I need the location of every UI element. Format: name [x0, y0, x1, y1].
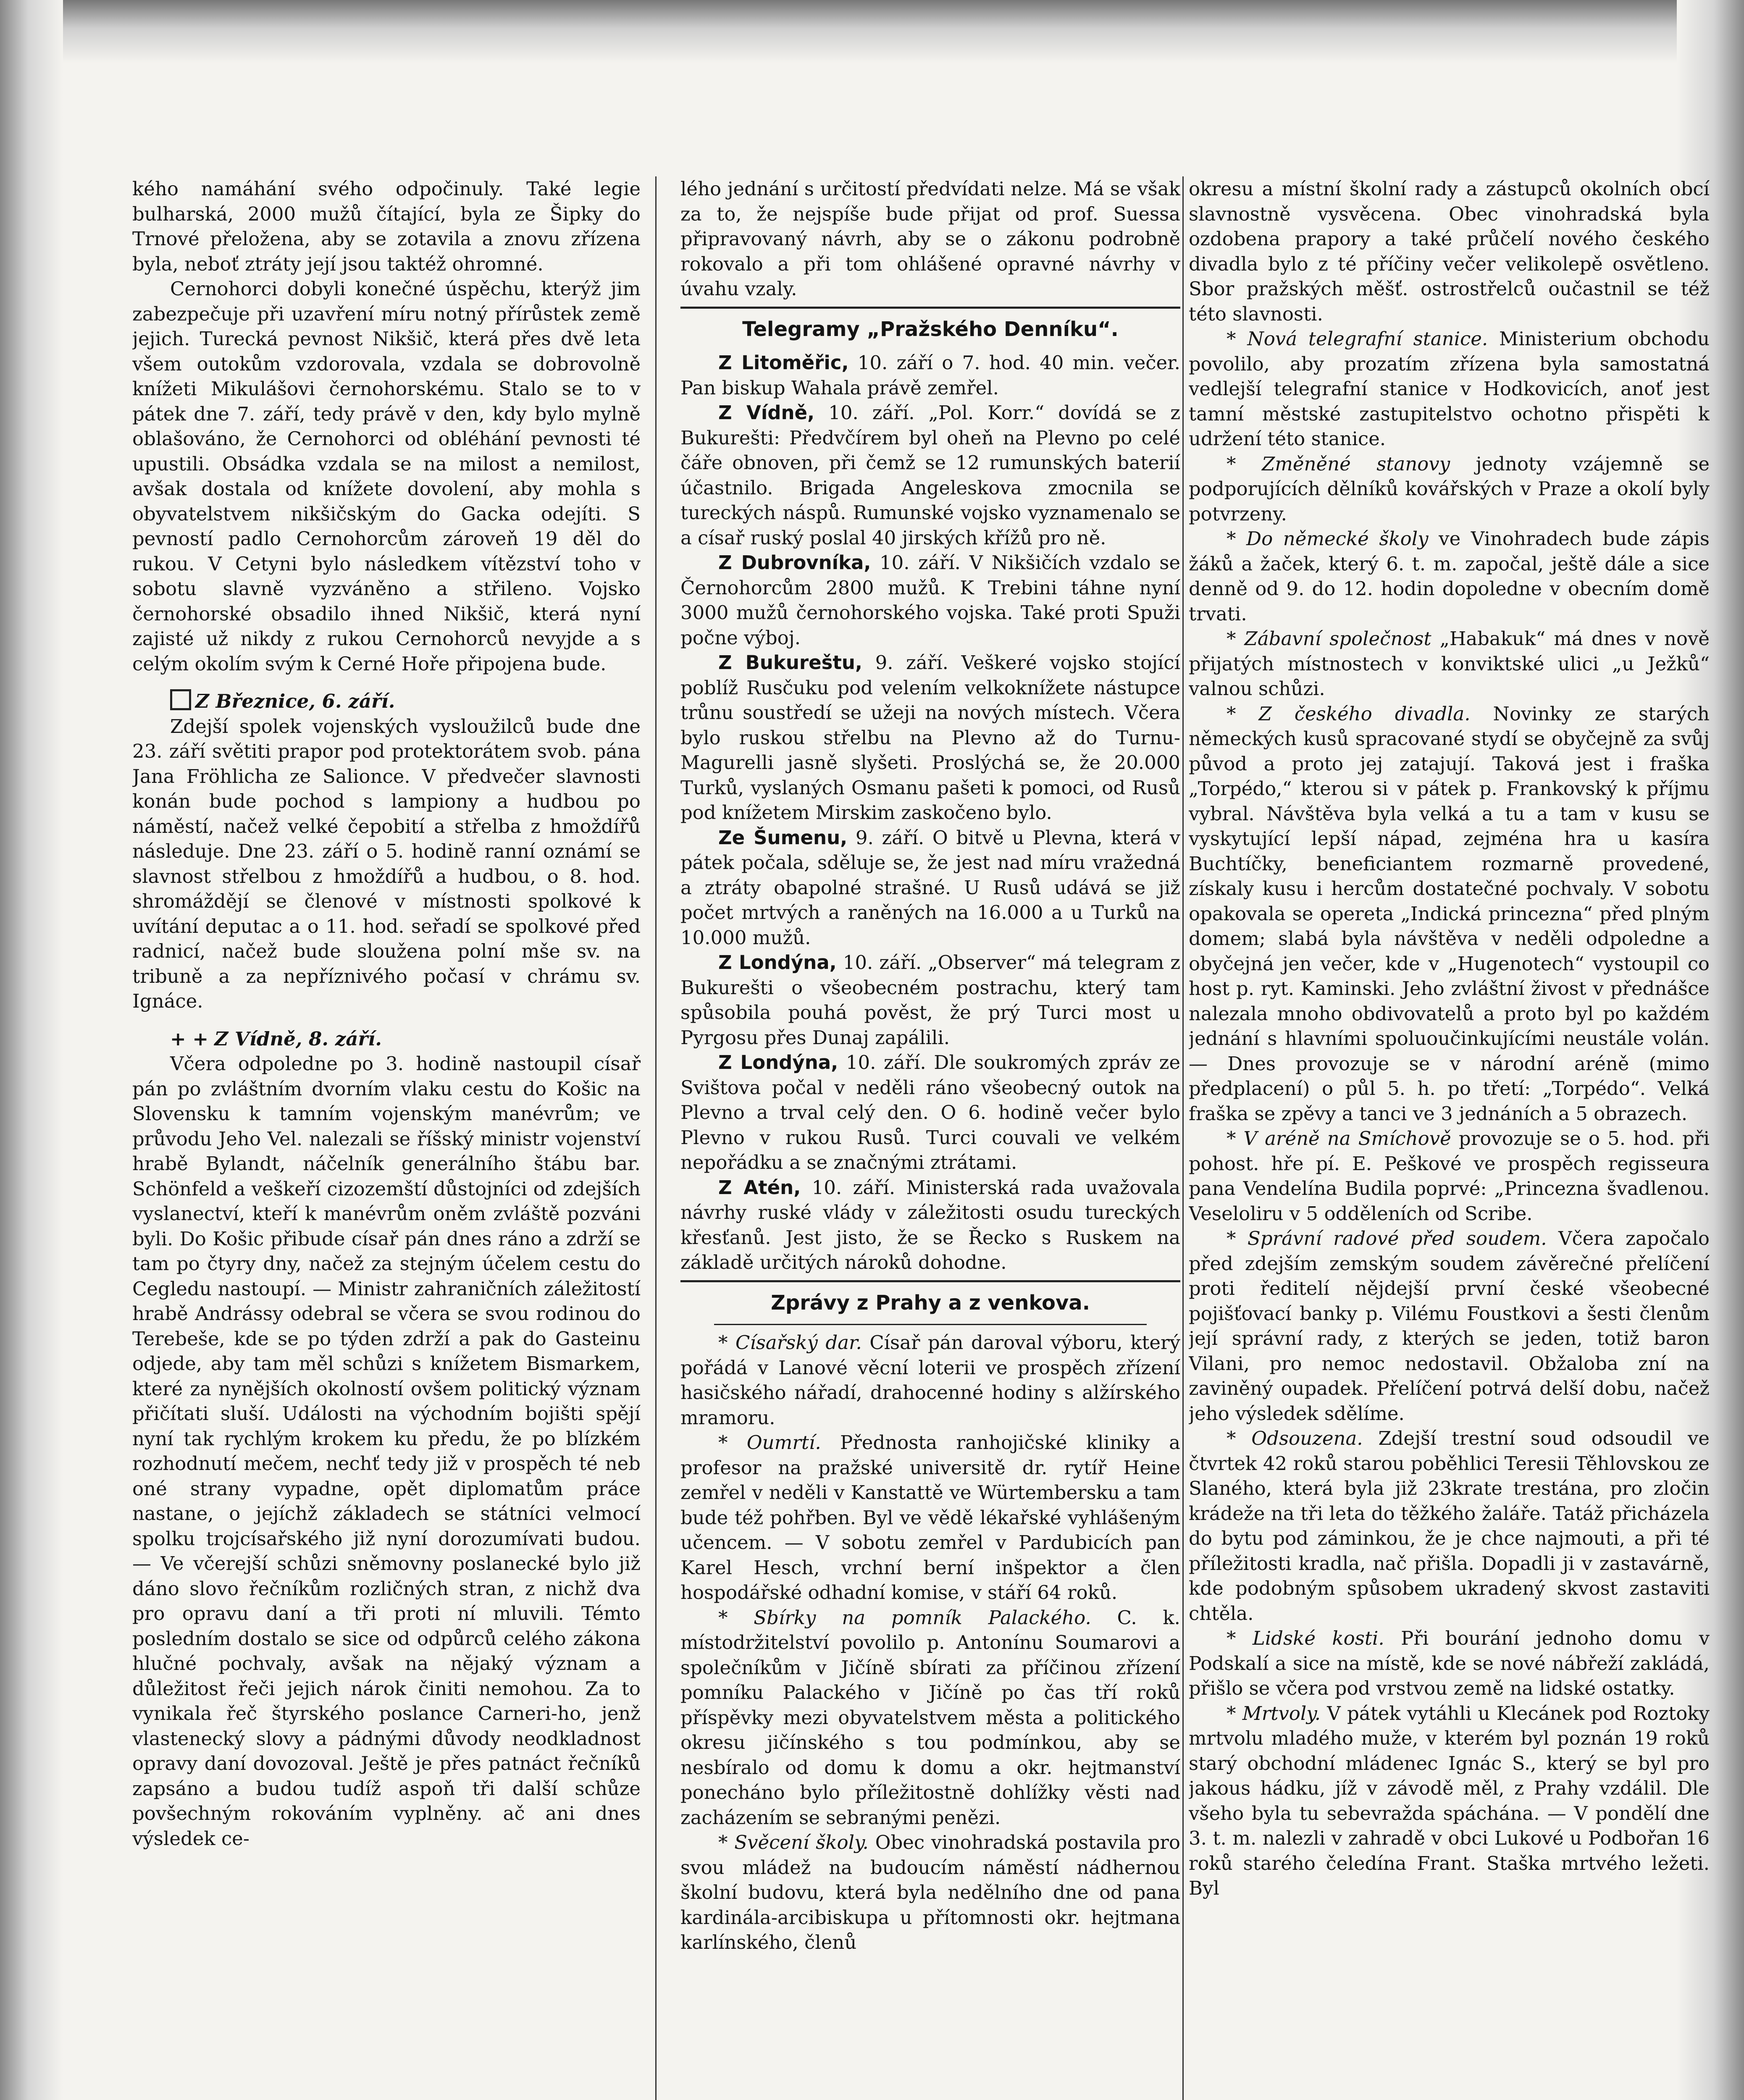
telegram-item: Z Londýna, 10. září. „Observer“ má telegram z Bukurešti o všeobecném postrachu, který tam spůsobila pouhá pověst, že prý Turci most u Pyrgosu přes Dunaj zapálili. [680, 951, 1180, 1049]
section-title-telegrams: Telegramy „Pražského Denníku“. [742, 317, 1119, 341]
article-breznice: Zdejší spolek vojenských vysloužilců bude dne 23. září světiti prapor pod protektorátem svob. pána Jana Fröhlicha ze Salionce. V předvečer slavnosti konán bude pochod s lampiony a hudbou po náměstí, načež velké čepobití a střelba z hmoždířů následuje. Dne 23. září o 5. hodině ranní oznámí se slavnost střelbou z hmoždířů a hudbou, o 8. hod. shromáždějí se členové v místnosti spolkové k uvítání deputac a o 11. hod. seřadí se spolkové před radnicí, načež bude sloužena polní mše sv. na tribuně a za nepříznivého počasí v chrámu sv. Ignáce. [132, 715, 641, 1012]
dateline-vienna [132, 1026, 641, 1052]
column-rule-2 [1182, 176, 1184, 2100]
dateline-place: Z Březnice, 6. září. [195, 690, 395, 712]
news-item: * Odsouzena. Zdejší trestní soud odsoudil ve čtvrtek 42 roků starou poběhlici Teresii Těhlovskou ze Slaného, která byla již 23krate trestána, pro zločin krádeže na tři leta do těžkého žaláře. Tatáž přicházela do bytu pod záminkou, že je chce najmouti, a při té příležitosti kradla, nač přišla. Dopadli ji v zastavárně, kde podobným spůsobem ukradený skvost zastaviti chtěla. [1189, 1427, 1710, 1625]
column-3 [1189, 176, 1710, 2100]
paragraph-continuation: kého namáhání svého odpočinuly. Také legie bulharská, 2000 mužů čítající, byla ze Šipky do Trnové přeložena, aby se zotavila a znovu zřízena byla, neboť ztráty její jsou taktéž ohromné. [132, 178, 641, 275]
news-item: * Oumrtí. Přednosta ranhojičské kliniky a profesor na pražské universitě dr. rytíř Heine zemřel v neděli v Kanstattě ve Würtembersku a tam bude též pohřben. Byl ve vědě lékařské vyhlášeným učencem. — V sobotu zemřel v Pardubicích pan Karel Hesch, vrchní berní inšpektor a člen hospodářské odhadní komise, v stáří 64 roků. [680, 1431, 1180, 1604]
news-item: * Císařský dar. Císař pán daroval výboru, který pořádá v Lanové věcní loterii ve prospěch zřízení hasičského nářadí, drahocenné hodiny s alžírského mramoru. [680, 1331, 1180, 1429]
page-edge-shadow-top [0, 0, 1744, 63]
news-item: * Sbírky na pomník Palackého. C. k. místodržitelství povolilo p. Antonínu Soumarovi a společníkům v Jičíně sbírati za příčinou zřízení pomníku Palackého v Jičíně po čas tří roků příspěvky mezi obyvatelstvem města a politického okresu jičínského s tou podmínkou, aby se nesbíralo od domu k domu a okr. hejtmanství ponecháno bylo příležitostně dohlížky věsti nad zacházením se sebranými penězi. [680, 1606, 1180, 1829]
telegram-item: Z Atén, 10. září. Ministerská rada uvažovala návrhy ruské vlády v záležitosti osudu tureckých křesťanů. Jest jisto, že se Řecko s Ruskem na základě určitých nároků dohodne. [680, 1176, 1180, 1273]
dateline-breznice [132, 689, 641, 714]
news-item: * Zábavní společnost „Habakuk“ má dnes v nově přijatých místnostech v konviktské ulici „u Ježků“ valnou schůzi. [1189, 627, 1710, 700]
column-rule-1 [655, 176, 657, 2100]
column-2 [680, 176, 1180, 2100]
telegram-item: Z Litoměřic, 10. září o 7. hod. 40 min. večer. Pan biskup Wahala právě zemřel. [680, 352, 1180, 399]
news-item: * Nová telegrafní stanice. Ministerium obchodu povolilo, aby prozatím zřízena byla samostatná vedlejší telegrafní stanice v Hodkovicích, anoť jest tamní městské zastupitelstvo ochotno přispěti k udržení této stanice. [1189, 328, 1710, 450]
box-icon [170, 689, 191, 710]
news-item: * Správní radové před soudem. Včera započalo před zdejším zemským soudem závěrečné přelíčení proti ředitelí nějdejší první české všeobecné pojišťovací banky p. Vilému Foustkovi a šesti členům její správní rady, z kterých se jeden, totiž baron Vilani, pro nemoc nedostavil. Obžaloba zní na zaviněný oupadek. Přelíčení potrvá delší dobu, načež jeho výsledek sdělíme. [1189, 1227, 1710, 1425]
news-item: * Lidské kosti. Při bourání jednoho domu v Podskalí a sice na místě, kde se nové nábřeží zakládá, přišlo se včera pod vrstvou země na lidské ostatky. [1189, 1627, 1710, 1699]
column-1 [132, 176, 641, 2100]
paragraph-continuation: okresu a místní školní rady a zástupců okolních obcí slavnostně vysvěcena. Obec vinohradská byla ozdobena prapory a také průčelí nového českého divadla bylo z té příčiny večer velikolepě osvětleno. Sbor pražských měšť. ostrostřelců oučastnil se též této slavnosti. [1189, 178, 1710, 325]
paragraph-continuation: lého jednání s určitostí předvídati nelze. Má se však za to, že nejspíše bude přijat od prof. Suessa připravovaný návrh, aby se o zákonu podrobně rokovalo a při tom ohlášené opravné návrhy v úvahu vzaly. [680, 178, 1180, 300]
section-divider [680, 1280, 1180, 1282]
news-item: * Do německé školy ve Vinohradech bude zápis žáků a žaček, který 6. t. m. započal, ještě dále a sice denně od 9. do 12. hodin dopoledne v obecním domě trvati. [1189, 528, 1710, 625]
news-item: * V aréně na Smíchově provozuje se o 5. hod. při pohost. hře pí. E. Peškové ve prospěch regisseura pana Vendelína Budila poprvé: „Princezna švadlenou. Veseloliru v 5 odděleních od Scribe. [1189, 1127, 1710, 1225]
telegram-item: Z Vídně, 10. září. „Pol. Korr.“ dovídá se z Bukurešti: Předvčírem byl oheň na Plevno po celé čáře obnoven, při čemž se 12 rumunských baterií účastnilo. Brigada Angeleskova zmocnila se tureckých náspů. Rumunské vojsko vyznamenalo se a císař ruský poslal 40 jirských křížů pro ně. [680, 402, 1180, 549]
telegram-item: Z Londýna, 10. září. Dle soukromých zpráv ze Svištova počal v neděli ráno všeobecný outok na Plevno a trval celý den. O 6. hodině večer bylo Plevno v rukou Rusů. Turci couvali ve velkém nepořádku a se značnými ztrátami. [680, 1051, 1180, 1173]
section-divider-thin [714, 1324, 1147, 1325]
news-item: * Změněné stanovy jednoty vzájemně se podporujících dělníků kovářských v Praze a okolí byly potvrzeny. [1189, 452, 1710, 525]
telegram-item: Z Dubrovníka, 10. září. V Nikšičích vzdalo se Černohorcům 2800 mužů. K Trebini táhne nyní 3000 mužů černohorského vojska. Také proti Spuži počne výboj. [680, 551, 1180, 649]
double-cross-icon: + + [170, 1027, 209, 1050]
telegram-item: Z Bukureštu, 9. září. Veškeré vojsko stojící poblíž Rusčuku pod velením velkoknížete nástupce trůnu soustředí se užeji na nových místech. Včera bylo ruskou střelbu na Plevno až do Turnu-Magurelli jasně slyšeti. Proslýchá se, že 20.000 Turků, vyslaných Osmanu pašeti k pomoci, od Rusů pod knížetem Mirskim zaskočeno bylo. [680, 651, 1180, 824]
dateline-place: Z Vídně, 8. září. [214, 1027, 382, 1050]
paragraph-montenegro: Cernohorci dobyli konečné úspěchu, kterýž jim zabezpečuje při uzavření míru notný přírůstek země jejich. Turecká pevnost Nikšič, která přes dvě leta všem outokům vzdorovala, vzdala se dobrovolně knížeti Mikulášovi černohorskému. Stalo se to v pátek dne 7. září, tedy právě v den, kdy bylo mylně oblašováno, že Cernohorci od obléhání pevnosti té upustili. Obsádka vzdala se na milost a nemilost, avšak dostala od knížete dovolení, aby mohla s obyvatelstvem nikšičským do Gacka odejíti. S pevností padlo Cernohorcům zároveň 19 děl do rukou. V Cetyni bylo následkem vítězství toho v sobotu slavně vyzváněno a střileno. Vojsko černohorské obsadilo ihned Nikšič, která nyní zajisté už nikdy z rukou Cernohorců nevyjde a s celým okolím svým k Cerné Hoře připojena bude. [132, 278, 641, 675]
news-item: * Svěcení školy. Obec vinohradská postavila pro svou mládež na budoucím náměstí nádhernou školní budovu, která byla nedělního dne od pana kardinála-arcibiskupa u přítomnosti okr. hejtmana karlínského, členů [680, 1831, 1180, 1953]
section-title-news: Zprávy z Prahy a z venkova. [771, 1291, 1090, 1315]
telegram-item: Ze Šumenu, 9. září. O bitvě u Plevna, která v pátek počala, sděluje se, že jest nad míru vražedná a ztráty obapolné strašné. U Rusů udává se již počet mrtvých a raněných na 16.000 a u Turků na 10.000 mužů. [680, 826, 1180, 949]
section-divider [680, 307, 1180, 309]
article-vienna: Včera odpoledne po 3. hodině nastoupil císař pán po zvláštním dvorním vlaku cestu do Košic na Slovensku k tamním vojenským manévrům; ve průvodu Jeho Vel. nalezali se říšský ministr vojenství hrabě Bylandt, náčelník generálního štábu bar. Schönfeld a veškeří cizozemští důstojníci od zdejších vyslanectví, kteří k manévrům oněm zvláště pozváni byli. Do Košic přibude císař pán dnes ráno a zdrží se tam po čtyry dny, načež za stejným účelem cestu do Cegledu nastoupí. — Ministr zahraničních záležitostí hrabě Andrássy odebral se včera se svou rodinou do Terebeše, kde se po týden zdrží a pak do Gasteinu odjede, aby tam měl schůzi s knížetem Bismarkem, které za nynějších okolností ovšem politický význam přičítati sluší. Události na východním bojišti spějí nyní tak rychlým krokem ku předu, že po blízkém rozhodnutí mečem, nechť tedy již v prospěch té neb oné strany vypadne, opět diplomatům práce nastane, o jejíchž základech se státníci velmocí spolku trojcísařského již nyní dorozumívati budou. — Ve včerejší schůzi sněmovny poslanecké bylo již dáno slovo řečníkům rozličných stran, z nichž dva pro opravu daní a tři proti ní mluvili. Témto posledním dostalo se sice od odpůrců celého zákona hlučné pochvaly, avšak na nějaký význam a důležitost řeči jejich nárok činiti nemohou. Za to vynikala řeč štyrského poslance Carneri-ho, jenž vlastenecký slovy a pádnými důvody neodkladnost opravy daní dovozoval. Ještě je přes patnáct řečníků zapsáno a budou tudíž aspoň tři další schůze povšechným rokováním vyplněny. ač ani dnes výsledek ce- [132, 1053, 641, 1850]
news-item: * Mrtvoly. V pátek vytáhli u Klecánek pod Roztoky mrtvolu mladého muže, v kterém byl poznán 19 roků starý obchodní mládenec Ignác S., který se byl pro jakous hádku, jíž v závodě měl, z Prahy vzdálil. Dle všeho byla tu sebevražda spáchána. — V pondělí dne 3. t. m. nalezli v zahradě v obci Lukové u Podbořan 16 roků starého čeledína Frant. Staška mrtvého ležeti. Byl [1189, 1702, 1710, 1899]
news-item: * Z českého divadla. Novinky ze starých německých kusů spracované stydí se obyčejně za svůj původ a proto jej zatajují. Taková jest i fraška „Torpédo,“ kterou si v pátek p. Frankovský k příjmu vybral. Návštěva byla velká a tu a tam v kusu se vyskytující lepší nápad, zejména hra u kasíra Buchtíčky, beneficiantem rozmarně provedené, získaly kusu i hercům dostatečné pochvaly. V sobotu opakovala se opereta „Indická princezna“ před plným domem; slabá byla návštěva v neděli odpoledne a obyčejná jen večer, kde v „Hugenotech“ vystoupil co host p. ryt. Kaminski. Jeho zvláštní živost v přednášce nalezala mnoho obdivovatelů a proto byl po každém jednání s hlavními spoluoučinkujícími neustále volán. — Dnes provozuje se v národní aréně (mimo předplacení) o půl 5. h. po třetí: „Torpédo“. Velká fraška se zpěvy a tanci ve 3 jednáních a 5 obrazech. [1189, 702, 1710, 1125]
page-edge-shadow-left [0, 0, 63, 2100]
